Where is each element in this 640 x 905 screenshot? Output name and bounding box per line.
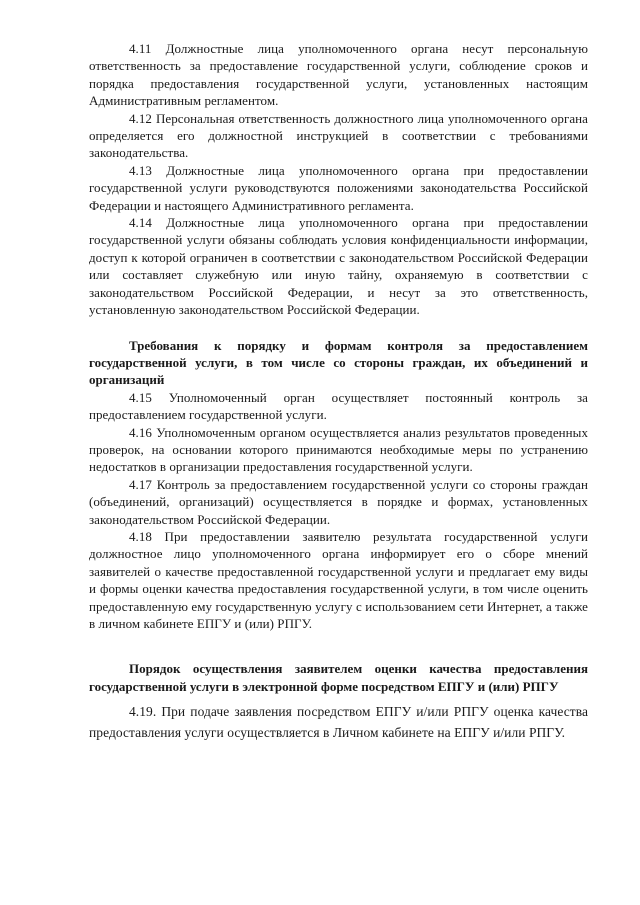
paragraph-4-18: 4.18 При предоставлении заявителю результата государственной услуги должностное лицо уполномоченного органа информирует его о сборе мнений заявителей о качестве предоставленной государственной услуги и предлагает ему виды и формы оценки качества предоставления государственной услуги, в том числе оценить предоставленную ему государственную услугу с использованием сети Интернет, а также в личном кабинете ЕПГУ и (или) РПГУ. [89,528,588,631]
paragraph-4-19: 4.19. При подаче заявления посредством ЕПГУ и/или РПГУ оценка качества предоставления услуги осуществляется в Личном кабинете на ЕПГУ и/или РПГУ. [89,704,588,741]
paragraph-4-11: 4.11 Должностные лица уполномоченного органа несут персональную ответственность за предоставление государственной услуги, соблюдение сроков и порядка предоставления государственной услуги, установленных настоящим Административным регламентом. [89,41,588,109]
paragraph-4-14: 4.14 Должностные лица уполномоченного органа при предоставлении государственной услуги обязаны соблюдать условия конфиденциальности информации, доступ к которой ограничен в соответствии с законодательством Российской Федерации или составляет служебную или иную тайну, охраняемую в соответствии с законодательством Российской Федерации, и несут за это ответственность, установленную законодательством Российской Федерации. [89,215,588,318]
section-spacer [89,319,588,337]
section-heading-control: Требования к порядку и формам контроля за предоставлением государственной услуги, в том числе со стороны граждан, их объединений и организаций [89,337,588,388]
paragraph-4-16: 4.16 Уполномоченным органом осуществляется анализ результатов проведенных проверок, на основании которого принимаются необходимые меры по устранению недостатков в организации предоставления государственной услуги. [89,424,588,475]
document-page [89,40,588,743]
paragraph-4-13: 4.13 Должностные лица уполномоченного органа при предоставлении государственной услуги руководствуются положениями законодательства Российской Федерации и настоящего Административного регламента. [89,162,588,213]
paragraph-4-17: 4.17 Контроль за предоставлением государственной услуги со стороны граждан (объединений, организаций) осуществляется в порядке и формах, установленных законодательством Российской Федерации. [89,476,588,527]
paragraph-4-12: 4.12 Персональная ответственность должностного лица уполномоченного органа определяется его должностной инструкцией в соответствии с требованиями законодательства. [89,110,588,161]
section-spacer [89,632,588,660]
section-heading-quality-assessment: Порядок осуществления заявителем оценки качества предоставления государственной услуги в электронной форме посредством ЕПГУ и (или) РПГУ [89,661,588,694]
paragraph-4-15: 4.15 Уполномоченный орган осуществляет постоянный контроль за предоставлением государственной услуги. [89,389,588,423]
